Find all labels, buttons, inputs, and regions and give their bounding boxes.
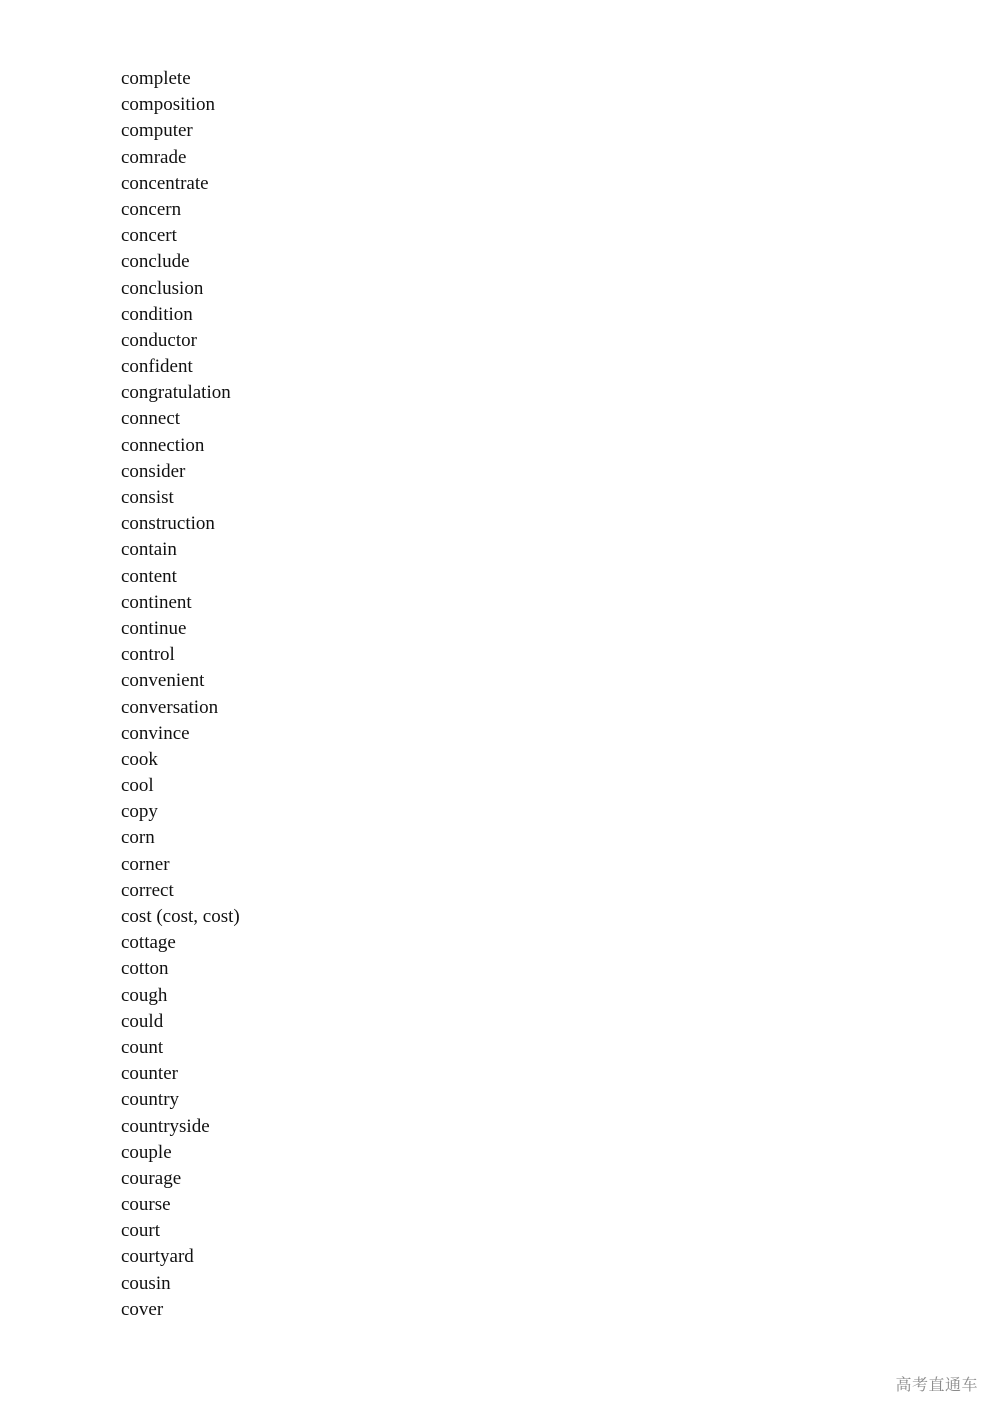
word-entry: connect [121, 408, 181, 430]
word-entry: cook [121, 748, 158, 770]
word-entry: convenient [121, 670, 205, 692]
word-entry: consider [121, 460, 186, 482]
word-entry: complete [121, 68, 191, 89]
word-entry: courage [121, 1167, 182, 1189]
word-entry: continue [121, 617, 187, 639]
word-entry: court [121, 1220, 161, 1242]
word-entry: conclusion [121, 277, 204, 299]
word-entry: corner [121, 853, 170, 875]
word-entry: course [121, 1194, 171, 1216]
word-entry: cough [121, 984, 168, 1006]
word-entry: connection [121, 434, 205, 456]
word-entry: continent [121, 591, 192, 613]
word-entry: corn [121, 827, 155, 849]
word-entry: congratulation [121, 382, 231, 404]
word-entry: conductor [121, 329, 197, 351]
word-entry: cost (cost, cost) [121, 906, 240, 927]
word-list [121, 66, 240, 1323]
word-entry: cotton [121, 958, 169, 980]
word-entry: content [121, 565, 177, 587]
word-entry: count [121, 1036, 164, 1058]
word-entry: concert [121, 225, 177, 247]
word-entry: comrade [121, 146, 187, 168]
word-entry: conclude [121, 251, 190, 273]
word-entry: cool [121, 775, 154, 797]
word-entry: construction [121, 513, 215, 535]
word-entry: counter [121, 1063, 178, 1085]
word-entry: condition [121, 303, 193, 325]
word-entry: computer [121, 120, 193, 142]
word-entry: cousin [121, 1272, 171, 1294]
word-entry: copy [121, 801, 158, 823]
word-entry: correct [121, 879, 174, 901]
watermark-text: 高考直通车 [895, 1375, 978, 1394]
word-entry: cover [121, 1298, 164, 1320]
word-entry: conversation [121, 696, 219, 718]
word-entry: couple [121, 1141, 172, 1163]
word-entry: contain [121, 539, 177, 561]
word-entry: countryside [121, 1115, 210, 1137]
word-entry: convince [121, 722, 190, 744]
word-entry: country [121, 1089, 180, 1111]
word-entry: consist [121, 487, 174, 508]
word-entry: composition [121, 94, 215, 116]
word-entry: courtyard [121, 1246, 194, 1268]
word-entry: could [121, 1010, 164, 1032]
word-entry: concern [121, 198, 182, 220]
word-entry: control [121, 644, 175, 666]
word-entry: cottage [121, 932, 176, 954]
word-entry: confident [121, 356, 193, 378]
word-entry: concentrate [121, 172, 209, 194]
